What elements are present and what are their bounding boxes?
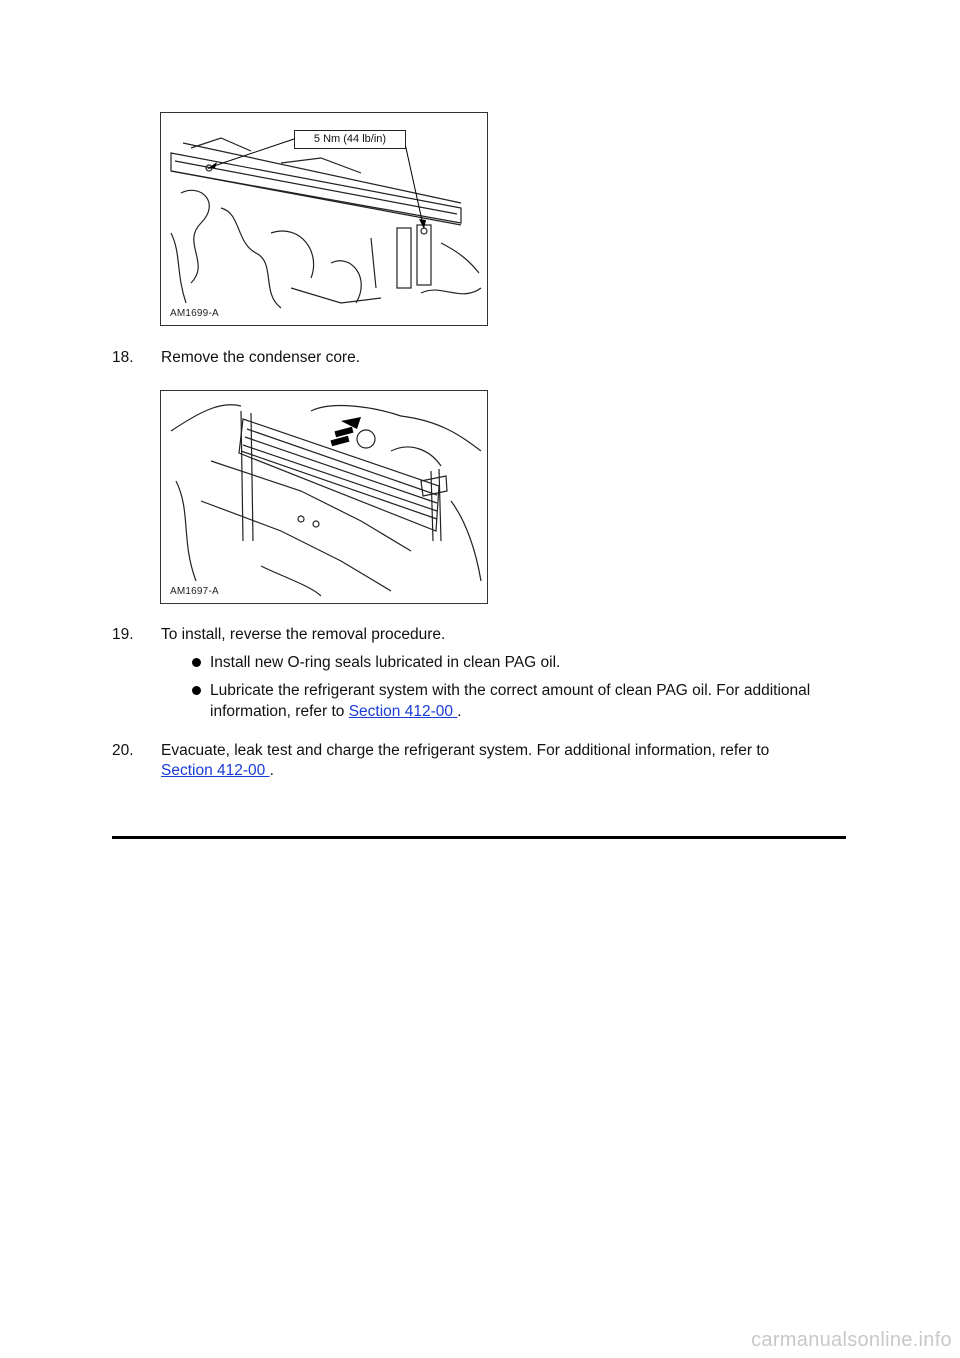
watermark: carmanualsonline.info [751,1329,952,1351]
bullet-text-after: . [457,703,462,720]
step-text-main: Evacuate, leak test and charge the refrigerant system. For additional information, refer to [161,742,770,759]
figure-id: AM1699-A [170,308,219,319]
step-text: To install, reverse the removal procedure. [161,626,446,643]
torque-callout: 5 Nm (44 lb/in) [294,130,406,149]
figure-am1697-a [160,390,488,604]
section-divider [112,836,846,839]
step-text: Remove the condenser core. [161,349,361,366]
section-link[interactable]: Section 412-00 [348,703,458,720]
bullet-icon [192,686,201,695]
figure-id: AM1697-A [170,586,219,597]
arrow-right-icon [419,219,426,229]
bullet-text-main: Lubricate the refrigerant system with the correct amount of clean PAG oil. For additional information, refer to [210,682,811,720]
figure-am1699-a [160,112,488,326]
step-text-after: . [269,762,274,779]
step-number: 19. [112,626,134,643]
bullet-icon [192,658,201,667]
step-number: 20. [112,742,134,759]
condenser-core-illustration [161,391,487,603]
section-link[interactable]: Section 412-00 [161,762,270,779]
step-number: 18. [112,349,134,366]
bullet-text [210,680,860,722]
step-text [161,741,860,781]
bullet-text: Install new O-ring seals lubricated in clean PAG oil. [210,654,561,671]
